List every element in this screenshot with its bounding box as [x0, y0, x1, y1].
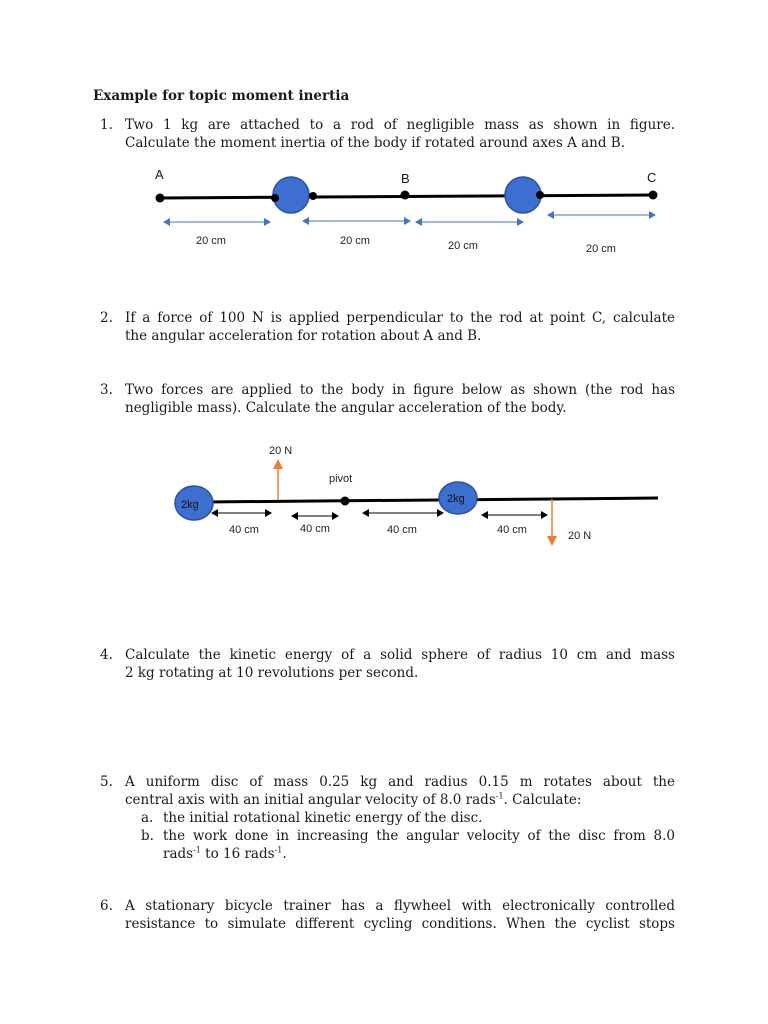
- text-run: central axis with an initial angular velocity of 8.0 rads: [125, 792, 496, 808]
- dimension-label: 40 cm: [387, 524, 417, 536]
- question-text-line: Two forces are applied to the body in figure below as shown (the rod has: [125, 382, 675, 398]
- force-label-top: 20 N: [269, 445, 293, 457]
- dimension-label: 40 cm: [300, 523, 330, 535]
- sub-question-label: b.: [141, 828, 154, 844]
- label-a: A: [155, 167, 164, 182]
- question-text-line: A stationary bicycle trainer has a flywheel with electronically controlled: [125, 898, 675, 914]
- sub-question-text: the initial rotational kinetic energy of the disc.: [163, 810, 483, 826]
- question-text-line: [125, 791, 675, 809]
- mass-label-left: 2kg: [181, 499, 199, 511]
- question-text-line: Calculate the moment inertia of the body if rotated around axes A and B.: [125, 135, 625, 151]
- label-c: C: [647, 170, 657, 185]
- question-5: [100, 773, 675, 863]
- sub-question-a: [125, 809, 675, 827]
- question-text-line: resistance to simulate different cycling conditions. When the cyclist stops: [125, 916, 675, 932]
- superscript: -1: [274, 845, 283, 855]
- question-text-line: the angular acceleration for rotation about A and B.: [125, 328, 482, 344]
- pivot-label: pivot: [329, 473, 353, 485]
- dimension-label: 40 cm: [497, 524, 527, 536]
- question-text-line: A uniform disc of mass 0.25 kg and radius 0.15 m rotates about the: [125, 774, 675, 790]
- question-number: 5.: [100, 774, 113, 790]
- text-run: .: [282, 846, 287, 862]
- sub-question-b: [125, 827, 675, 863]
- dimension-label: 20 cm: [196, 235, 226, 247]
- text-run: rads: [163, 846, 194, 862]
- mass-label-right: 2kg: [447, 493, 465, 505]
- text-run: . Calculate:: [503, 792, 582, 808]
- dimension-label: 20 cm: [448, 240, 478, 252]
- rod: [205, 498, 658, 502]
- text-run: to 16 rads: [200, 846, 275, 862]
- force-label-bottom: 20 N: [568, 530, 592, 542]
- question-number: 4.: [100, 647, 113, 663]
- question-text-line: 2 kg rotating at 10 revolutions per second.: [125, 665, 419, 681]
- question-text-line: Two 1 kg are attached to a rod of negligible mass as shown in figure.: [125, 117, 675, 133]
- question-4: [100, 646, 675, 682]
- question-text-line: Calculate the kinetic energy of a solid sphere of radius 10 cm and mass: [125, 647, 675, 663]
- question-text-line: If a force of 100 N is applied perpendicular to the rod at point C, calculate: [125, 310, 675, 326]
- question-6: [100, 897, 675, 933]
- dimension-label: 20 cm: [586, 243, 616, 255]
- sub-question-text: the work done in increasing the angular velocity of the disc from 8.0: [163, 828, 675, 844]
- superscript: -1: [495, 791, 504, 801]
- sub-question-text: [163, 845, 675, 863]
- label-b: B: [401, 171, 410, 186]
- page-title: Example for topic moment inertia: [93, 88, 350, 104]
- pivot-point: [341, 497, 350, 506]
- question-number: 1.: [100, 117, 113, 133]
- superscript: -1: [193, 845, 201, 855]
- question-text-line: negligible mass). Calculate the angular acceleration of the body.: [125, 400, 567, 416]
- sub-question-label: a.: [141, 810, 154, 826]
- question-number: 3.: [100, 382, 113, 398]
- question-number: 6.: [100, 898, 113, 914]
- dimension-label: 20 cm: [340, 235, 370, 247]
- question-number: 2.: [100, 310, 113, 326]
- dimension-label: 40 cm: [229, 524, 259, 536]
